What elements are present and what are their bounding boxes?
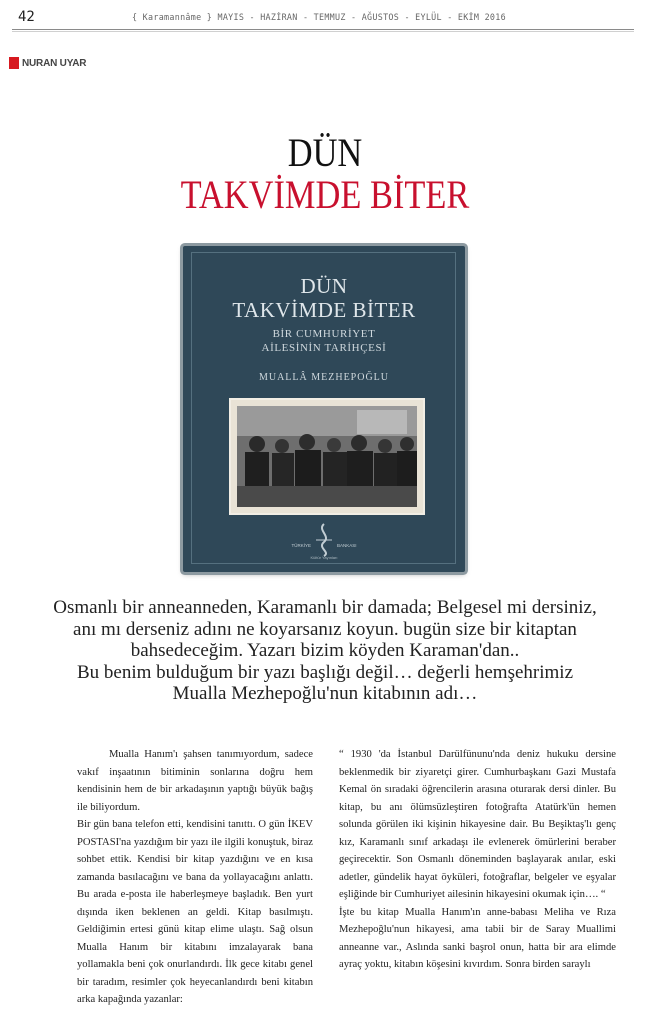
body-paragraph: İşte bu kitap Mualla Hanım'ın anne-babası Meliha ve Rıza Mezhepoğlu'nun hikayesi, ama tabii bir de Saray Muallimi anneanne var., Aslında sanki başrol onun, hatta bir ara elimde ayraç yoktu, kitabın köşesini kıvırdım. Sonra birden saraylı xyxy=(339,906,616,970)
book-subtitle-line2: AİLESİNİN TARİHÇESİ xyxy=(261,342,387,354)
author-red-square-icon xyxy=(9,57,19,69)
body-paragraph: Bir gün bana telefon etti, kendisini tanıttı. O gün İKEV POSTASI'na yazdığım bir yazı ile ilgili konuştuk, biraz sohbet ettik. Kendisi bir kitap yazdığını ve en kısa zamanda basılacağını ve bana da yollayacağını anlattı. Bu arada e-posta ile haberleşmeye başladık. Ben yurt dışında iken beklenen an geldi. Kitap basılmıştı. Geldiğimin ertesi günü kitap elime ulaştı. Sağ olsun Mualla Hanım bir kitabını imzalayarak bana yollamakla beni çok onurlandırdı. İlk gece kitabı genel bir taradım, resimler çok heyecanlandırdı beni kitabın arka kapağında yazanlar: xyxy=(77,819,313,1005)
lead-paragraph xyxy=(30,597,620,705)
page-number: 42 xyxy=(18,9,35,25)
publisher-imprint: Kültür Yayınları xyxy=(310,555,338,560)
lead-line: Osmanlı bir anneanneden, Karamanlı bir damada; Belgesel mi dersiniz, xyxy=(53,597,597,618)
classroom-photo-icon xyxy=(237,406,417,507)
header-rule-secondary xyxy=(12,31,634,32)
book-cover-image xyxy=(183,246,465,572)
book-title-line2: TAKVİMDE BİTER xyxy=(232,298,416,322)
article-title-line1: DÜN xyxy=(287,130,363,175)
publisher-name-right: BANKASI xyxy=(337,543,357,548)
lead-line: Mualla Mezhepoğlu'nun kitabının adı… xyxy=(172,683,478,705)
lead-line: bahsedeceğim. Yazarı bizim köyden Karaman'dan.. xyxy=(130,640,520,662)
lead-line: anı mı derseniz adını ne koyarsanız koyun. bugün size bir kitaptan xyxy=(73,618,577,640)
book-title-line1: DÜN xyxy=(300,274,348,298)
author-byline xyxy=(9,56,86,70)
body-column-right xyxy=(339,746,616,974)
header-rule xyxy=(12,29,634,30)
article-title-line2: TAKVİMDE BİTER xyxy=(180,172,470,217)
body-paragraph: Mualla Hanım'ı şahsen tanımıyordum, sadece vakıf inşaatının bitiminin sonlarına doğru hem kendisinin hem de bir arkadaşının yaptığı büyük bağış ile biliyordum. xyxy=(77,749,313,813)
publisher-logo-icon xyxy=(289,522,359,558)
page-header xyxy=(0,0,650,34)
book-cover-photo xyxy=(229,398,425,515)
book-subtitle-line1: BİR CUMHURİYET xyxy=(272,328,376,340)
publisher-name-left: TÜRKİYE xyxy=(291,543,311,548)
author-name: NURAN UYAR xyxy=(22,57,87,69)
book-author: MUALLÂ MEZHEPOĞLU xyxy=(258,372,390,383)
body-column-left xyxy=(77,746,313,1009)
body-paragraph-quote: “ 1930 'da İstanbul Darülfünunu'nda deniz hukuku dersine beklenmedik bir ziyaretçi girer. Cumhurbaşkanı Gazi Mustafa Kemal ön sıradaki öğrencilerin arasına oturarak dersi dinler. Bu kitap, bu anı ölümsüzleştiren fotoğrafta Atatürk'ün hemen solunda görülen iki kişinin hikayesine dair. Bu Beşiktaş'lı genç kız, Karamanlı sınıf arkadaşı ile evlenerek ömürlerini beraber geçirecektir. Son Osmanlı döneminden başlayarak anılar, eski adetler, gündelik hayat öyküleri, fotoğraflar, belgeler ve eşyalar eşliğinde bir Cumhuriyet ailesinin hikayesini okumak için…. “ xyxy=(339,749,616,900)
lead-line: Bu benim bulduğum bir yazı başlığı değil… değerli hemşehrimiz xyxy=(76,661,573,683)
running-head: { Karamannâme } MAYIS - HAZİRAN - TEMMUZ - AĞUSTOS - EYLÜL - EKİM 2016 xyxy=(132,12,506,22)
